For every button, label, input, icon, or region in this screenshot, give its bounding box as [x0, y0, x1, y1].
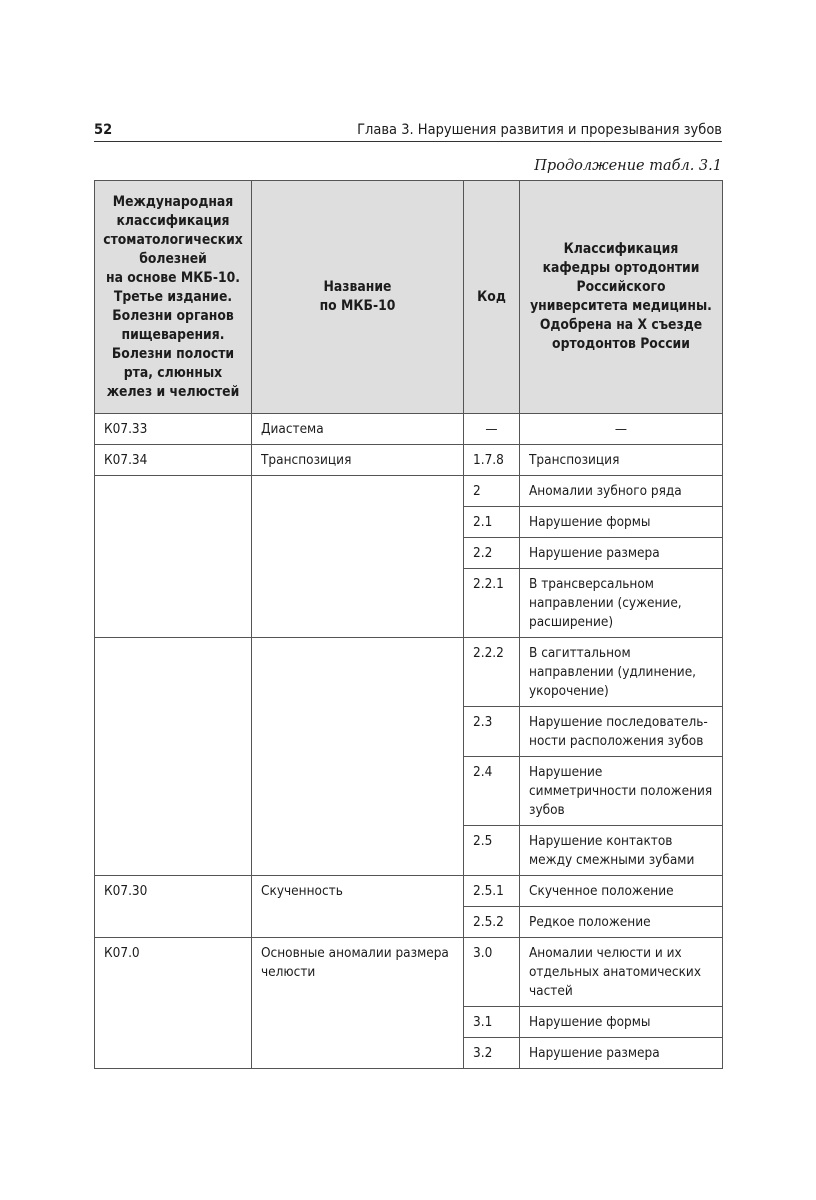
icd-cell [95, 638, 252, 876]
table-row [95, 414, 723, 445]
code-cell: 1.7.8 [464, 445, 520, 476]
name-cell: Транспозиция [252, 445, 464, 476]
class-cell: Редкое положение [520, 907, 723, 938]
class-cell: В сагиттальном направлении (удлинение, укорочение) [520, 638, 723, 707]
table-row [95, 938, 723, 1007]
class-cell: Нарушение контактов между смежными зубами [520, 826, 723, 876]
class-cell: Нарушение формы [520, 1007, 723, 1038]
running-title: Глава 3. Нарушения развития и прорезывания зубов [357, 122, 722, 138]
header-icd-classification: Международная классификация стоматологических болезней на основе МКБ-10. Третье издание. Болезни органов пищеварения. Болезни полости рта, слюнных желез и челюстей [95, 181, 252, 414]
code-cell: 3.0 [464, 938, 520, 1007]
icd-cell: К07.33 [95, 414, 252, 445]
class-cell: Скученное положение [520, 876, 723, 907]
name-cell: Диастема [252, 414, 464, 445]
code-cell: 2.3 [464, 707, 520, 757]
classification-table [94, 180, 723, 1069]
code-cell: 2.5 [464, 826, 520, 876]
code-cell: 2.2 [464, 538, 520, 569]
code-cell: 2.5.1 [464, 876, 520, 907]
class-cell: Аномалии зубного ряда [520, 476, 723, 507]
header-icd-name: Название по МКБ-10 [252, 181, 464, 414]
class-cell: Нарушение симметричности положения зубов [520, 757, 723, 826]
table-header-row [95, 181, 723, 414]
class-cell: Нарушение размера [520, 1038, 723, 1069]
running-header [94, 120, 722, 142]
code-cell: 2 [464, 476, 520, 507]
icd-cell [95, 476, 252, 638]
code-cell: 2.4 [464, 757, 520, 826]
name-cell: Основные аномалии размера челюсти [252, 938, 464, 1069]
code-cell: 2.2.1 [464, 569, 520, 638]
header-code: Код [464, 181, 520, 414]
class-cell: В трансверсальном направлении (сужение, расширение) [520, 569, 723, 638]
name-cell: Скученность [252, 876, 464, 938]
code-cell: 2.2.2 [464, 638, 520, 707]
table-row [95, 445, 723, 476]
class-cell: — [520, 414, 723, 445]
table-row [95, 476, 723, 507]
icd-cell: К07.0 [95, 938, 252, 1069]
class-cell: Нарушение размера [520, 538, 723, 569]
code-cell: 2.1 [464, 507, 520, 538]
table-row [95, 638, 723, 707]
icd-cell: К07.34 [95, 445, 252, 476]
class-cell: Нарушение формы [520, 507, 723, 538]
class-cell: Аномалии челюсти и их отдельных анатомических частей [520, 938, 723, 1007]
header-department-classification: Классификация кафедры ортодонтии Российского университета медицины. Одобрена на X съезде ортодонтов России [520, 181, 723, 414]
code-cell: — [464, 414, 520, 445]
table-row [95, 876, 723, 907]
name-cell [252, 476, 464, 638]
class-cell: Нарушение последователь-ности расположения зубов [520, 707, 723, 757]
class-cell: Транспозиция [520, 445, 723, 476]
code-cell: 3.2 [464, 1038, 520, 1069]
page-number: 52 [94, 122, 113, 138]
table-continuation-label: Продолжение табл. 3.1 [534, 158, 722, 174]
name-cell [252, 638, 464, 876]
icd-cell: К07.30 [95, 876, 252, 938]
code-cell: 3.1 [464, 1007, 520, 1038]
code-cell: 2.5.2 [464, 907, 520, 938]
